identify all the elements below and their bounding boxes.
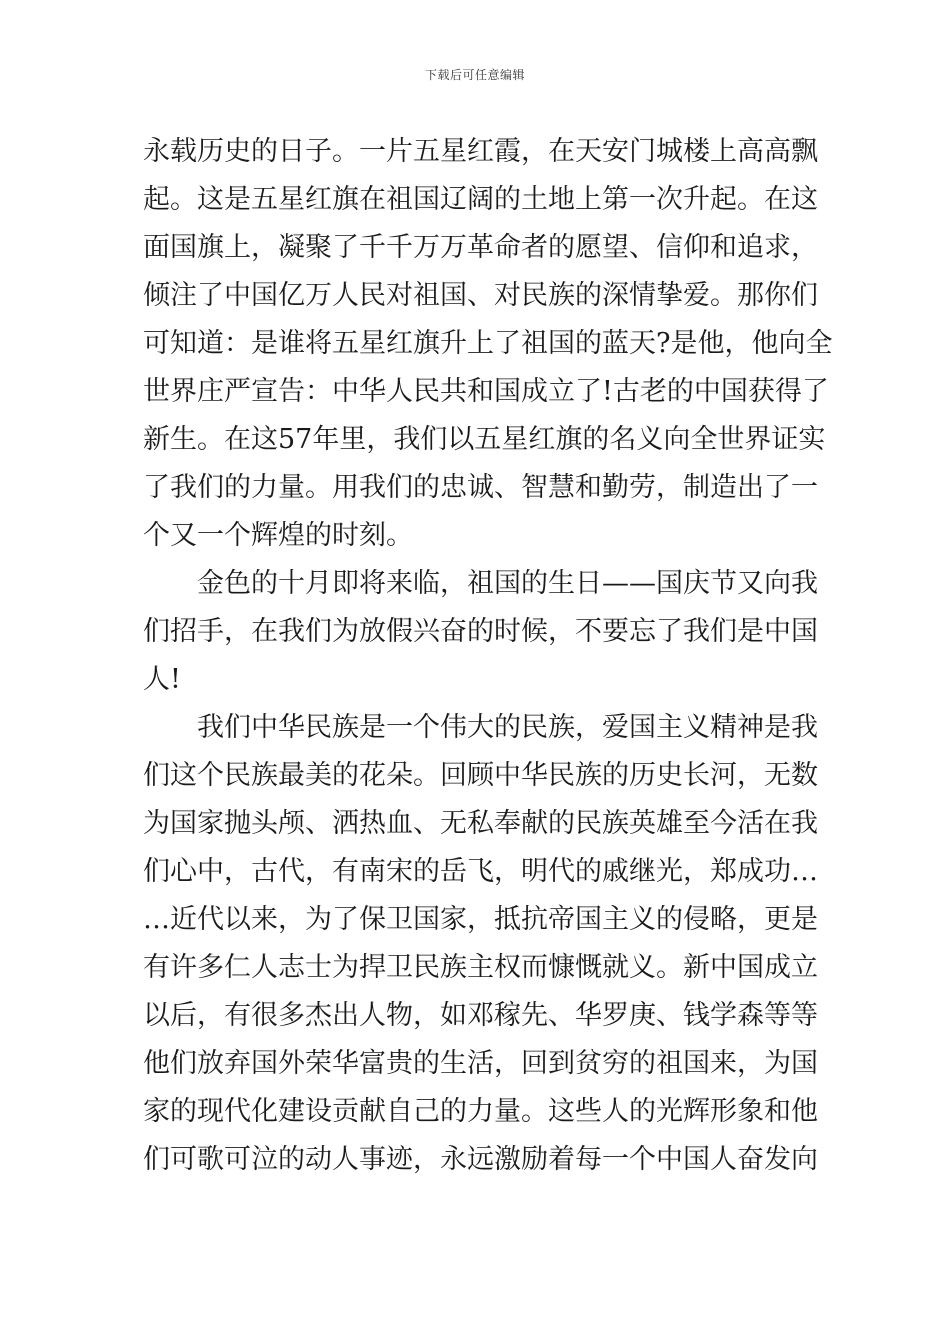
text-line: 世界庄严宣告：中华人民共和国成立了!古老的中国获得了 xyxy=(143,376,829,407)
text-line: 面国旗上，凝聚了千千万万革命者的愿望、信仰和追求， xyxy=(143,232,818,263)
text-line: 倾注了中国亿万人民对祖国、对民族的深情挚爱。那你们 xyxy=(143,280,818,311)
text-line: 们招手，在我们为放假兴奋的时候，不要忘了我们是中国 xyxy=(143,616,818,647)
paragraph-1 xyxy=(143,128,833,560)
text-line: 个又一个辉煌的时刻。 xyxy=(143,520,413,551)
text-line: 起。这是五星红旗在祖国辽阔的土地上第一次升起。在这 xyxy=(143,184,818,215)
text-line: 永载历史的日子。一片五星红霞，在天安门城楼上高高飘 xyxy=(143,136,818,167)
text-line: …近代以来，为了保卫国家，抵抗帝国主义的侵略，更是 xyxy=(143,904,818,935)
text-line: 有许多仁人志士为捍卫民族主权而慷慨就义。新中国成立 xyxy=(143,952,818,983)
text-line: 以后，有很多杰出人物，如邓稼先、华罗庚、钱学森等等 xyxy=(143,1000,818,1031)
text-line: 为国家抛头颅、洒热血、无私奉献的民族英雄至今活在我 xyxy=(143,808,818,839)
text-line: 了我们的力量。用我们的忠诚、智慧和勤劳，制造出了一 xyxy=(143,472,818,503)
text-line: 们可歌可泣的动人事迹，永远激励着每一个中国人奋发向 xyxy=(143,1144,818,1175)
document-body xyxy=(143,128,833,1184)
text-line: 们心中，古代，有南宋的岳飞，明代的戚继光，郑成功… xyxy=(143,856,818,887)
text-line: 可知道：是谁将五星红旗升上了祖国的蓝天?是他，他向全 xyxy=(143,328,833,359)
text-line: 他们放弃国外荣华富贵的生活，回到贫穷的祖国来，为国 xyxy=(143,1048,818,1079)
text-line-first: 金色的十月即将来临，祖国的生日——国庆节又向我 xyxy=(197,568,818,599)
paragraph-2 xyxy=(143,560,818,704)
text-line: 人! xyxy=(143,664,181,695)
paragraph-3 xyxy=(143,704,818,1184)
text-line-first: 我们中华民族是一个伟大的民族，爱国主义精神是我 xyxy=(197,712,818,743)
text-line: 们这个民族最美的花朵。回顾中华民族的历史长河，无数 xyxy=(143,760,818,791)
text-line: 新生。在这57年里，我们以五星红旗的名义向全世界证实 xyxy=(143,424,826,455)
page-header: 下载后可任意编辑 xyxy=(424,68,525,82)
text-line: 家的现代化建设贡献自己的力量。这些人的光辉形象和他 xyxy=(143,1096,818,1127)
